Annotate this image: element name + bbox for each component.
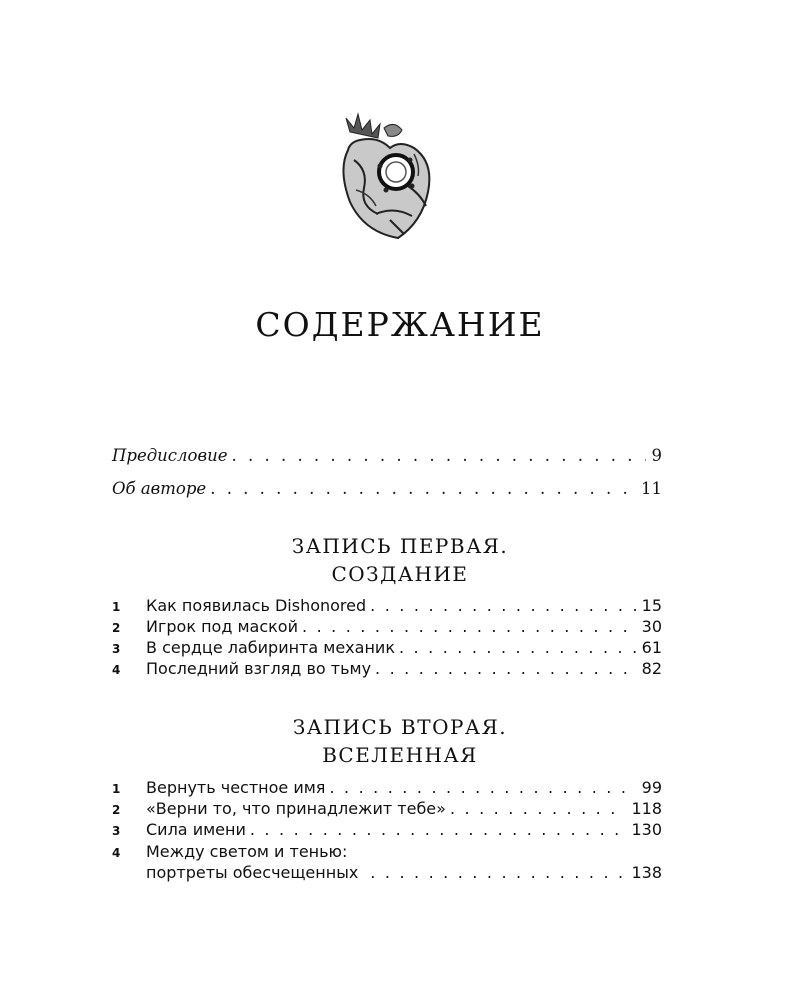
chapter-number: 4 (112, 663, 121, 677)
part-heading-line: СОЗДАНИЕ (331, 562, 469, 586)
chapter-title: Между светом и тенью: (146, 842, 348, 861)
toc-page-number: 11 (641, 479, 662, 498)
chapter-title: Последний взгляд во тьму (146, 659, 372, 678)
chapter-title-continued: портреты обесчещенных (146, 863, 359, 882)
dot-leader (450, 799, 626, 818)
part-heading-2 (0, 713, 800, 769)
chapter-title: Как появилась Dishonored (146, 596, 367, 615)
chapter-entry[interactable] (112, 820, 662, 839)
chapter-page-number: 30 (641, 617, 662, 636)
mechanical-heart-illustration (320, 110, 450, 250)
part-heading-line: ЗАПИСЬ ПЕРВАЯ. (291, 534, 509, 558)
chapter-entry[interactable] (112, 842, 662, 861)
chapter-number: 3 (112, 824, 121, 838)
chapter-number: 2 (112, 621, 121, 635)
page-title: СОДЕРЖАНИЕ (255, 305, 545, 344)
chapter-title: Сила имени (146, 820, 246, 839)
chapter-page-number: 138 (631, 863, 662, 882)
dot-leader (375, 659, 636, 678)
chapter-page-number: 61 (641, 638, 662, 657)
dot-leader (302, 617, 636, 636)
toc-entry-label: Предисловие (112, 446, 228, 465)
dot-leader (370, 863, 625, 882)
chapter-page-number: 99 (641, 778, 662, 797)
dot-leader (210, 479, 635, 498)
part-heading-line: ЗАПИСЬ ВТОРАЯ. (292, 715, 508, 739)
chapter-entry[interactable] (112, 659, 662, 678)
chapter-number: 4 (112, 846, 121, 860)
chapter-entry[interactable] (112, 638, 662, 657)
part-heading-line: ВСЕЛЕННАЯ (322, 743, 478, 767)
toc-entry-label: Об авторе (112, 479, 207, 498)
dot-leader (370, 596, 635, 615)
chapter-page-number: 118 (631, 799, 662, 818)
chapter-entry[interactable] (112, 617, 662, 636)
chapter-page-number: 82 (641, 659, 662, 678)
chapter-number: 3 (112, 642, 121, 656)
dot-leader (399, 638, 636, 657)
toc-entry-about-author[interactable] (112, 479, 662, 498)
toc-page-number: 9 (651, 446, 662, 465)
chapter-number: 2 (112, 803, 121, 817)
dot-leader (231, 446, 645, 465)
chapter-entry[interactable] (112, 596, 662, 615)
chapter-title: «Верни то, что принадлежит тебе» (146, 799, 446, 818)
chapter-title: В сердце лабиринта механик (146, 638, 395, 657)
chapter-title: Игрок под маской (146, 617, 298, 636)
chapter-page-number: 15 (641, 596, 662, 615)
chapter-title: Вернуть честное имя (146, 778, 326, 797)
chapter-page-number: 130 (631, 820, 662, 839)
toc-entry-preface[interactable] (112, 446, 662, 465)
chapter-entry[interactable] (112, 778, 662, 797)
dot-leader (329, 778, 635, 797)
chapter-number: 1 (112, 782, 121, 796)
part-heading-1 (0, 532, 800, 588)
chapter-entry-continuation[interactable] (146, 863, 662, 882)
dot-leader (250, 820, 626, 839)
chapter-entry[interactable] (112, 799, 662, 818)
chapter-number: 1 (112, 600, 121, 614)
